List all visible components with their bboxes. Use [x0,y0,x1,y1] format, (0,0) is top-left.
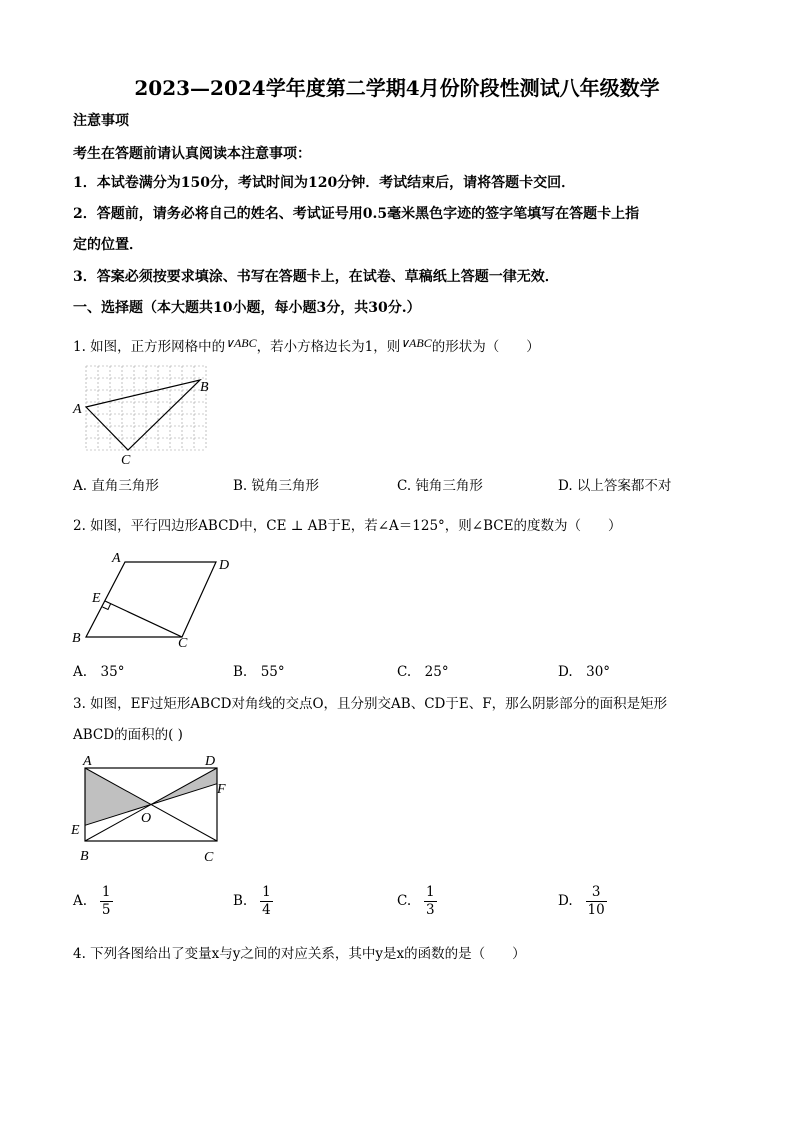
notice-item-2: 2．答题前，请务必将自己的姓名、考试证号用0.5毫米黑色字迹的签字笔填写在答题卡上指 [73,206,640,222]
question-2-option-a[interactable]: A. 35° [73,664,125,680]
question-1-text: 1. 如图，正方形网格中的∨ABC，若小方格边长为1，则∨ABC的形状为（ ） [73,336,540,355]
notice-intro: 考生在答题前请认真阅读本注意事项： [73,146,311,162]
label-c: C [178,636,188,651]
question-1-figure [70,362,220,467]
fraction: $\frac{1}{3}$ [426,884,435,918]
right-angle-mark [103,604,111,610]
question-3-option-a[interactable]: A. $\frac{1}{5}$ [73,884,111,918]
fraction: $\frac{1}{5}$ [101,884,111,918]
label-e: E [71,823,80,838]
label-b: B [72,631,81,646]
question-3-figure [68,750,228,865]
question-1-option-a[interactable]: A. 直角三角形 [73,478,159,494]
question-2-figure [68,546,248,652]
question-3-option-d[interactable]: D. $\frac{3}{10}$ [558,884,605,918]
label-d: D [205,754,216,769]
question-1-option-d[interactable]: D. 以上答案都不对 [558,478,672,494]
label-a: A [73,402,82,417]
segment-ce [105,601,182,637]
parallelogram-abcd [86,562,216,637]
label-b: B [80,849,89,864]
label-f: F [217,782,226,797]
label-a: A [112,551,121,566]
notice-item-2-cont: 定的位置． [73,237,143,253]
section-heading-choice: 一、选择题（本大题共10小题，每小题3分，共30分.） [73,300,421,316]
notice-item-1: 1．本试卷满分为150分，考试时间为120分钟．考试结束后，请将答题卡交回． [73,175,576,191]
triangle-abc [86,380,200,450]
label-c: C [121,453,131,467]
question-2-option-c[interactable]: C. 25° [397,664,449,680]
grid [86,366,206,450]
question-2-text: 2. 如图，平行四边形ABCD中，CE ⊥ AB于E，若∠A＝125°，则∠BCE的度数为（ ） [73,518,622,534]
label-o: O [141,811,152,826]
notice-heading: 注意事项 [73,113,129,129]
question-1-option-c[interactable]: C. 钝角三角形 [397,478,483,494]
label-c: C [204,850,214,865]
page-title: 2023—2024学年度第二学期4月份阶段性测试八年级数学 [134,76,660,100]
question-1-option-b[interactable]: B. 锐角三角形 [233,478,320,494]
question-2-option-d[interactable]: D. 30° [558,664,611,680]
label-a: A [83,754,92,769]
label-d: D [219,558,230,573]
fraction: $\frac{3}{10}$ [587,884,605,918]
question-3-option-b[interactable]: B. $\frac{1}{4}$ [233,884,271,918]
label-b: B [200,380,209,395]
notice-item-3: 3．答案必须按要求填涂、书写在答题卡上，在试卷、草稿纸上答题一律无效． [73,269,559,285]
question-3-text-line-1: 3. 如图，EF过矩形ABCD对角线的交点O，且分别交AB、CD于E、F，那么阴影部分的面积是矩形 [73,696,668,712]
label-e: E [92,591,101,606]
fraction: $\frac{1}{4}$ [262,884,271,918]
question-4-text: 4. 下列各图给出了变量x与y之间的对应关系，其中y是x的函数的是（ ） [73,946,526,962]
question-2-option-b[interactable]: B. 55° [233,664,285,680]
question-3-text-line-2: ABCD的面积的( ) [73,727,183,743]
question-3-option-c[interactable]: C. $\frac{1}{3}$ [397,884,435,918]
